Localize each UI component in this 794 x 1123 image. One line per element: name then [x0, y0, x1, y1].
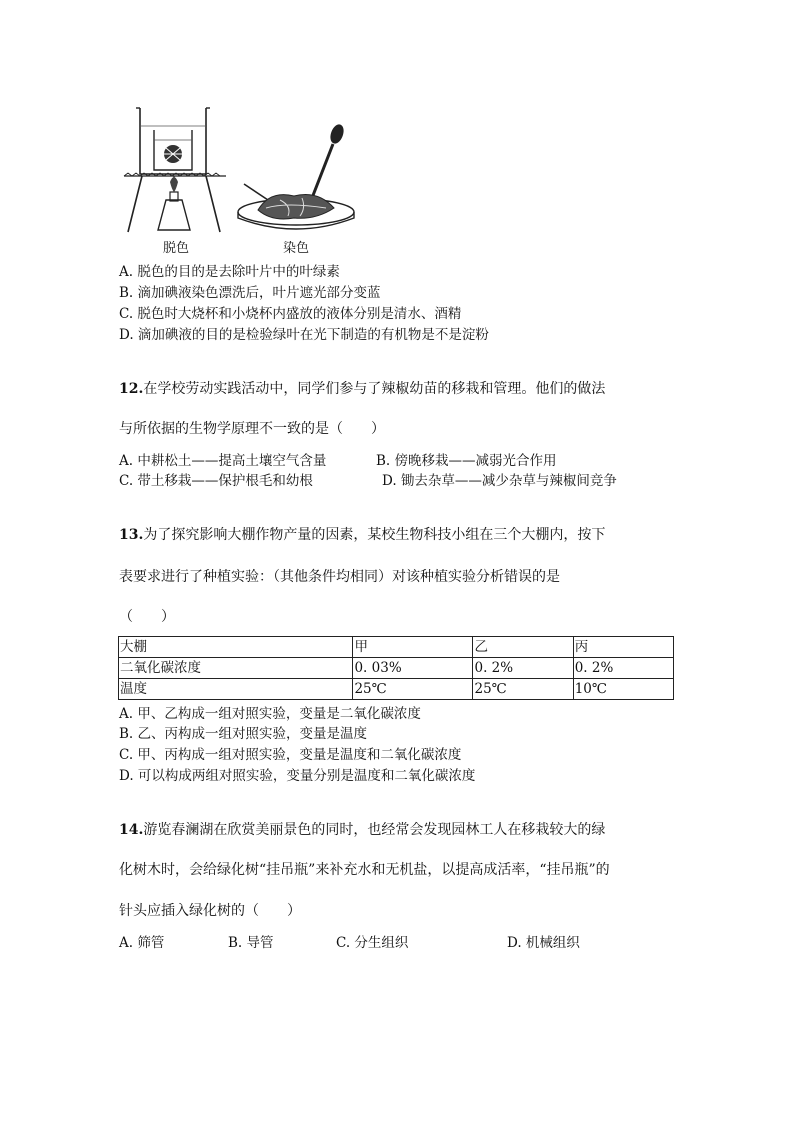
table-header-cell: 甲	[353, 637, 473, 658]
decolorization-caption: 脱色	[163, 241, 190, 256]
q12-stem-line1	[119, 378, 605, 398]
staining-dish-figure	[236, 120, 362, 232]
q13-option-b: B. 乙、丙构成一组对照实验，变量是温度	[119, 726, 368, 742]
q13-stem-line2: 表要求进行了种植实验：（其他条件均相同）对该种植实验分析错误的是	[119, 569, 560, 585]
table-cell: 0. 03%	[353, 658, 473, 679]
table-cell: 25℃	[473, 679, 573, 700]
q13-option-c: C. 甲、丙构成一组对照实验，变量是温度和二氧化碳浓度	[119, 747, 462, 763]
q14-option-d: D. 机械组织	[507, 935, 580, 951]
q11-option-a: A. 脱色的目的是去除叶片中的叶绿素	[119, 264, 340, 280]
table-header-cell: 乙	[473, 637, 573, 658]
q13-option-d: D. 可以构成两组对照实验，变量分别是温度和二氧化碳浓度	[119, 768, 476, 784]
q13-option-a: A. 甲、乙构成一组对照实验，变量是二氧化碳浓度	[119, 706, 421, 722]
q13-experiment-table	[118, 636, 674, 700]
table-header-row	[119, 637, 674, 658]
decolorization-apparatus-figure	[122, 96, 232, 236]
q14-stem-text: 游览春澜湖在欣赏美丽景色的同时，也经常会发现园林工人在移栽较大的绿	[143, 822, 606, 838]
q13-stem-text: 为了探究影响大棚作物产量的因素，某校生物科技小组在三个大棚内，按下	[143, 527, 606, 543]
q12-stem-text: 在学校劳动实践活动中，同学们参与了辣椒幼苗的移栽和管理。他们的做法	[143, 381, 606, 397]
q13-number: 13.	[119, 527, 144, 543]
q14-option-c: C. 分生组织	[336, 935, 409, 951]
q11-option-b: B. 滴加碘液染色漂洗后，叶片遮光部分变蓝	[119, 285, 381, 301]
q14-stem-line2: 化树木时，会给绿化树“挂吊瓶”来补充水和无机盐，以提高成活率，“挂吊瓶”的	[119, 862, 610, 878]
q12-option-c: C. 带土移栽——保护根毛和幼根	[119, 473, 313, 489]
q12-option-a: A. 中耕松土——提高土壤空气含量	[119, 453, 327, 469]
q14-number: 14.	[119, 822, 144, 838]
q12-stem-line2: 与所依据的生物学原理不一致的是（ ）	[119, 421, 385, 437]
q12-option-d: D. 锄去杂草——减少杂草与辣椒间竞争	[382, 473, 617, 489]
table-header-cell: 大棚	[119, 637, 353, 658]
q11-option-d: D. 滴加碘液的目的是检验绿叶在光下制造的有机物是不是淀粉	[119, 327, 489, 343]
table-cell: 0. 2%	[473, 658, 573, 679]
table-row	[119, 679, 674, 700]
table-cell: 10℃	[573, 679, 673, 700]
q14-option-b: B. 导管	[228, 935, 274, 951]
q14-stem-line1	[119, 819, 605, 839]
table-header-cell: 丙	[573, 637, 673, 658]
q12-number: 12.	[119, 381, 144, 397]
staining-caption: 染色	[283, 241, 310, 256]
table-cell: 温度	[119, 679, 353, 700]
q13-stem-line3: （ ）	[119, 609, 175, 625]
q12-option-b: B. 傍晚移栽——减弱光合作用	[376, 453, 557, 469]
q14-stem-line3: 针头应插入绿化树的（ ）	[119, 903, 301, 919]
table-cell: 25℃	[353, 679, 473, 700]
table-row	[119, 658, 674, 679]
q13-stem-line1	[119, 524, 605, 544]
table-cell: 0. 2%	[573, 658, 673, 679]
table-cell: 二氧化碳浓度	[119, 658, 353, 679]
q11-option-c: C. 脱色时大烧杯和小烧杯内盛放的液体分别是清水、酒精	[119, 306, 462, 322]
q14-option-a: A. 筛管	[119, 935, 165, 951]
